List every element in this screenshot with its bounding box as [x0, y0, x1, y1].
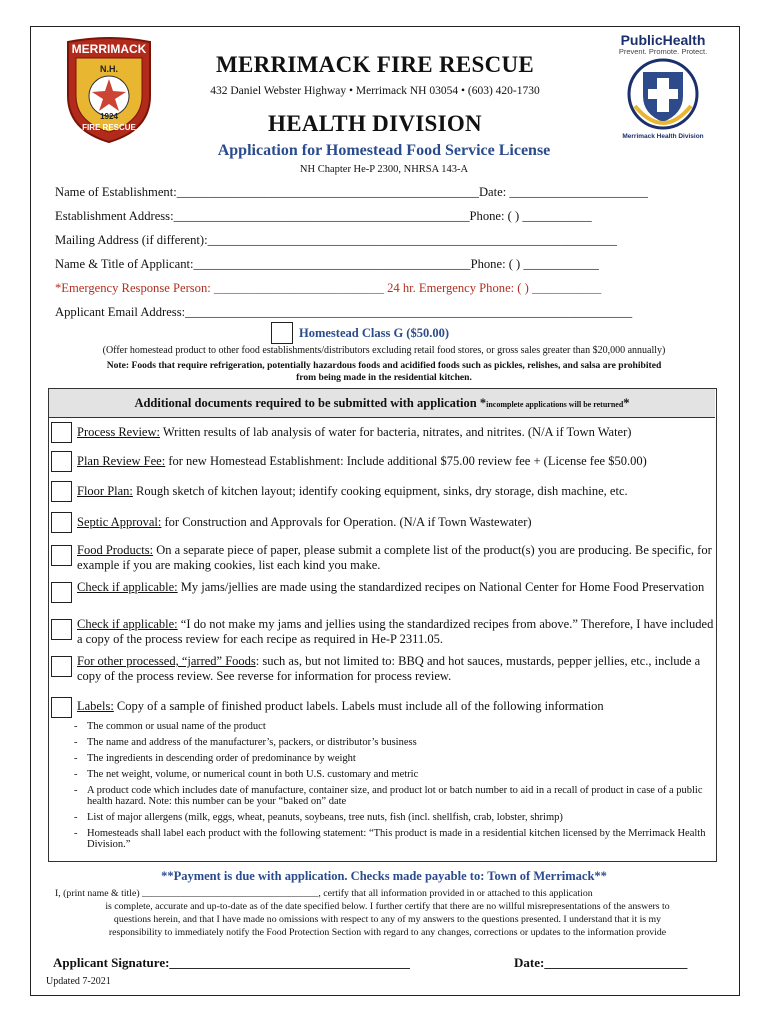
certification-line: questions herein, and that I have made no omissions with respect to any of my answers to the questions presented. I understand that it is my: [113, 914, 662, 925]
doc-item-floor-plan: Floor Plan: Rough sketch of kitchen layout; identify cooking equipment, sinks, dry storage, dish machine, etc.: [77, 484, 628, 498]
establishment-address-field[interactable]: Establishment Address:_______________________________________________Phone: ( ) ___________: [55, 209, 592, 223]
food-products-checkbox[interactable]: [51, 545, 72, 566]
prohibited-foods-note-1: Note: Foods that require refrigeration, potentially hazardous foods and acidified foods such as pickles, relishes, and salsa are prohibited: [106, 360, 662, 371]
floor-plan-checkbox[interactable]: [51, 481, 72, 502]
list-item: - Homesteads shall label each product with the following statement: “This product is made in a residential kitchen licensed by the Merrimack Health Division.”: [74, 828, 714, 850]
svg-text:MERRIMACK: MERRIMACK: [71, 42, 147, 56]
fire-rescue-seal-logo: [60, 34, 158, 144]
payment-notice: **Payment is due with application. Checks made payable to: Town of Merrimack**: [161, 869, 607, 883]
doc-item-process-review: Process Review: Written results of lab analysis of water for bacteria, nitrates, and nitrites. (N/A if Town Water): [77, 425, 632, 439]
emergency-person-field[interactable]: *Emergency Response Person: ___________________________ 24 hr. Emergency Phone: ( ) ___________: [55, 281, 602, 295]
list-item: - List of major allergens (milk, eggs, wheat, peanuts, soybeans, tree nuts, fish (incl. shellfish, crab, lobster, shrimp): [74, 812, 714, 823]
applicant-name-field[interactable]: Name & Title of Applicant:____________________________________________Phone: ( ) ____________: [55, 257, 599, 271]
establishment-name-field[interactable]: Name of Establishment:________________________________________________Date: ______________________: [55, 185, 648, 199]
svg-text:1924: 1924: [100, 112, 118, 121]
list-item: - The common or usual name of the product: [74, 721, 714, 732]
plan-review-fee-checkbox[interactable]: [51, 451, 72, 472]
doc-item-standard-recipes: Check if applicable: My jams/jellies are made using the standardized recipes on National Center for Home Food Preservation: [77, 580, 705, 594]
mailing-address-field[interactable]: Mailing Address (if different):_________________________________________________________________: [55, 233, 617, 247]
certification-line: is complete, accurate and up-to-date as of the date specified below. I further certify that there are no willful misrepresentations of the answers to: [105, 901, 670, 912]
list-item: - The net weight, volume, or numerical count in both U.S. customary and metric: [74, 769, 714, 780]
certification-text: [55, 887, 720, 939]
application-title: Application for Homestead Food Service License: [217, 142, 551, 159]
list-item: - The name and address of the manufacturer’s, packers, or distributor’s business: [74, 737, 714, 748]
doc-item-nonstandard-recipes: Check if applicable: “I do not make my jams and jellies using the standardized recipes from above.” Therefore, I have included a copy of the process review for each recipe as required in He-P 2311.05.: [77, 617, 714, 646]
nonstandard-recipes-checkbox[interactable]: [51, 619, 72, 640]
org-name: MERRIMACK FIRE RESCUE: [215, 52, 535, 77]
doc-item-septic-approval: Septic Approval: for Construction and Approvals for Operation. (N/A if Town Wastewater): [77, 515, 532, 529]
standard-recipes-checkbox[interactable]: [51, 582, 72, 603]
list-item: - A product code which includes date of manufacture, container size, and product lot or batch number to aid in a recall of product in case of a public health hazard. Note: this number can be your “baked on” date: [74, 785, 714, 807]
applicant-email-field[interactable]: Applicant Email Address:_______________________________________________________________________: [55, 305, 633, 319]
certification-line: I, (print name & title) ____________________________________, certify that all information provided in or attached to this application: [55, 888, 593, 899]
signature-date-field[interactable]: Date:______________________: [514, 955, 688, 970]
prohibited-foods-note-2: from being made in the residential kitchen.: [296, 372, 472, 383]
svg-text:N.H.: N.H.: [100, 64, 118, 74]
svg-text:FIRE RESCUE: FIRE RESCUE: [82, 123, 136, 132]
homestead-class-checkbox[interactable]: [271, 322, 293, 344]
homestead-class-label: Homestead Class G ($50.00): [299, 326, 449, 340]
process-review-checkbox[interactable]: [51, 422, 72, 443]
doc-item-food-products: Food Products: On a separate piece of paper, please submit a complete list of the product(s) you are producing. Be specific, for example if you are making cookies, list each kind you make.: [77, 543, 712, 572]
certification-line: responsibility to immediately notify the Food Protection Section with regard to any changes, corrections or updates to the information provide: [108, 927, 667, 938]
public-health-logo: PublicHealth Prevent. Promote. Protect. Merrimack Health Division: [610, 32, 716, 144]
septic-approval-checkbox[interactable]: [51, 512, 72, 533]
shield-cross-icon: [610, 56, 716, 132]
doc-item-labels: Labels: Copy of a sample of finished product labels. Labels must include all of the following information: [77, 699, 604, 713]
org-address: 432 Daniel Webster Highway • Merrimack NH 03054 • (603) 420-1730: [210, 85, 540, 97]
jarred-foods-checkbox[interactable]: [51, 656, 72, 677]
documents-heading: Additional documents required to be submitted with application *incomplete applications will be returned*: [49, 389, 715, 418]
doc-item-plan-review-fee: Plan Review Fee: for new Homestead Establishment: Include additional $75.00 review fee + (License fee $50.00): [77, 454, 647, 468]
applicant-signature-field[interactable]: Applicant Signature:_____________________________________: [53, 955, 410, 970]
application-subtitle: NH Chapter He-P 2300, NHRSA 143-A: [299, 164, 469, 175]
division-title: HEALTH DIVISION: [268, 111, 482, 136]
doc-item-jarred-foods: For other processed, “jarred” Foods: such as, but not limited to: BBQ and hot sauces, mustards, pepper jellies, etc., include a copy of the process review. See reverse for information for process review.: [77, 654, 701, 683]
label-requirements-list: [74, 721, 714, 855]
list-item: - The ingredients in descending order of predominance by weight: [74, 753, 714, 764]
homestead-class-description: (Offer homestead product to other food establishments/distributors excluding retail food stores, or gross sales greater than $20,000 annually): [102, 345, 666, 356]
labels-checkbox[interactable]: [51, 697, 72, 718]
revision-date: Updated 7-2021: [46, 976, 111, 987]
